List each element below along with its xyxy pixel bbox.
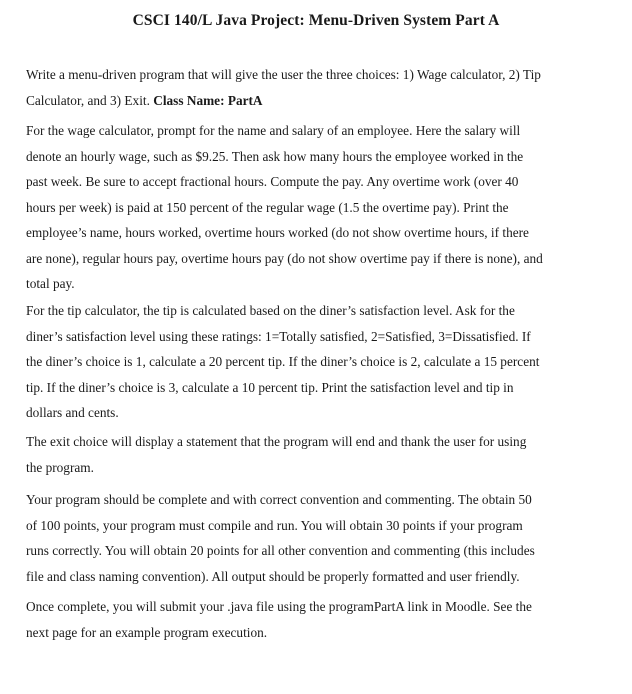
paragraph-line: past week. Be sure to accept fractional hours. Compute the pay. Any overtime work (over 40 <box>26 174 519 189</box>
paragraph-exit-choice <box>26 429 586 480</box>
paragraph-line: Your program should be complete and with correct convention and commenting. The obtain 50 <box>26 492 532 507</box>
paragraph-line: dollars and cents. <box>26 405 119 420</box>
paragraph-line: hours per week) is paid at 150 percent of the regular wage (1.5 the overtime pay). Print the <box>26 199 509 215</box>
paragraph-grading <box>26 487 586 589</box>
paragraph-line: tip. If the diner’s choice is 3, calculate a 10 percent tip. Print the satisfaction level and tip in <box>26 379 514 395</box>
paragraph-line: Once complete, you will submit your .java file using the programPartA link in Moodle. See the <box>26 599 532 614</box>
paragraph-line: next page for an example program execution. <box>26 624 268 640</box>
paragraph-line: employee’s name, hours worked, overtime hours worked (do not show overtime hours, if there <box>26 225 529 240</box>
paragraph-line <box>26 88 586 114</box>
paragraph-tip-calculator <box>26 298 586 426</box>
paragraph-line: For the wage calculator, prompt for the name and salary of an employee. Here the salary will <box>26 123 521 138</box>
paragraph-line: total pay. <box>26 276 75 291</box>
paragraph-line-text: Calculator, and 3) Exit. <box>26 92 154 108</box>
paragraph-line: the diner’s choice is 1, calculate a 20 percent tip. If the diner’s choice is 2, calculate a 15 percent <box>26 354 540 369</box>
paragraph-line: For the tip calculator, the tip is calculated based on the diner’s satisfaction level. Ask for the <box>26 303 515 318</box>
paragraph-submission <box>26 594 586 645</box>
paragraph-line: file and class naming convention). All output should be properly formatted and user friendly. <box>26 568 520 584</box>
paragraph-intro <box>26 62 586 113</box>
paragraph-line: diner’s satisfaction level using these ratings: 1=Totally satisfied, 2=Satisfied, 3=Dissatisfied. If <box>26 328 531 344</box>
paragraph-line: The exit choice will display a statement that the program will end and thank the user for using <box>26 434 527 449</box>
paragraph-line: the program. <box>26 459 94 475</box>
paragraph-line: Write a menu-driven program that will give the user the three choices: 1) Wage calculator, 2) Tip <box>26 67 541 82</box>
paragraph-line: are none), regular hours pay, overtime hours pay (do not show overtime pay if there is none), and <box>26 250 543 266</box>
paragraph-line: runs correctly. You will obtain 20 points for all other convention and commenting (this includes <box>26 543 535 558</box>
paragraph-line: of 100 points, your program must compile and run. You will obtain 30 points if your program <box>26 517 523 533</box>
document-title: CSCI 140/L Java Project: Menu-Driven System Part A <box>132 12 500 29</box>
paragraph-wage-calculator <box>26 118 586 297</box>
class-name-label: Class Name: PartA <box>153 92 263 108</box>
paragraph-line: denote an hourly wage, such as $9.25. Then ask how many hours the employee worked in the <box>26 148 524 164</box>
